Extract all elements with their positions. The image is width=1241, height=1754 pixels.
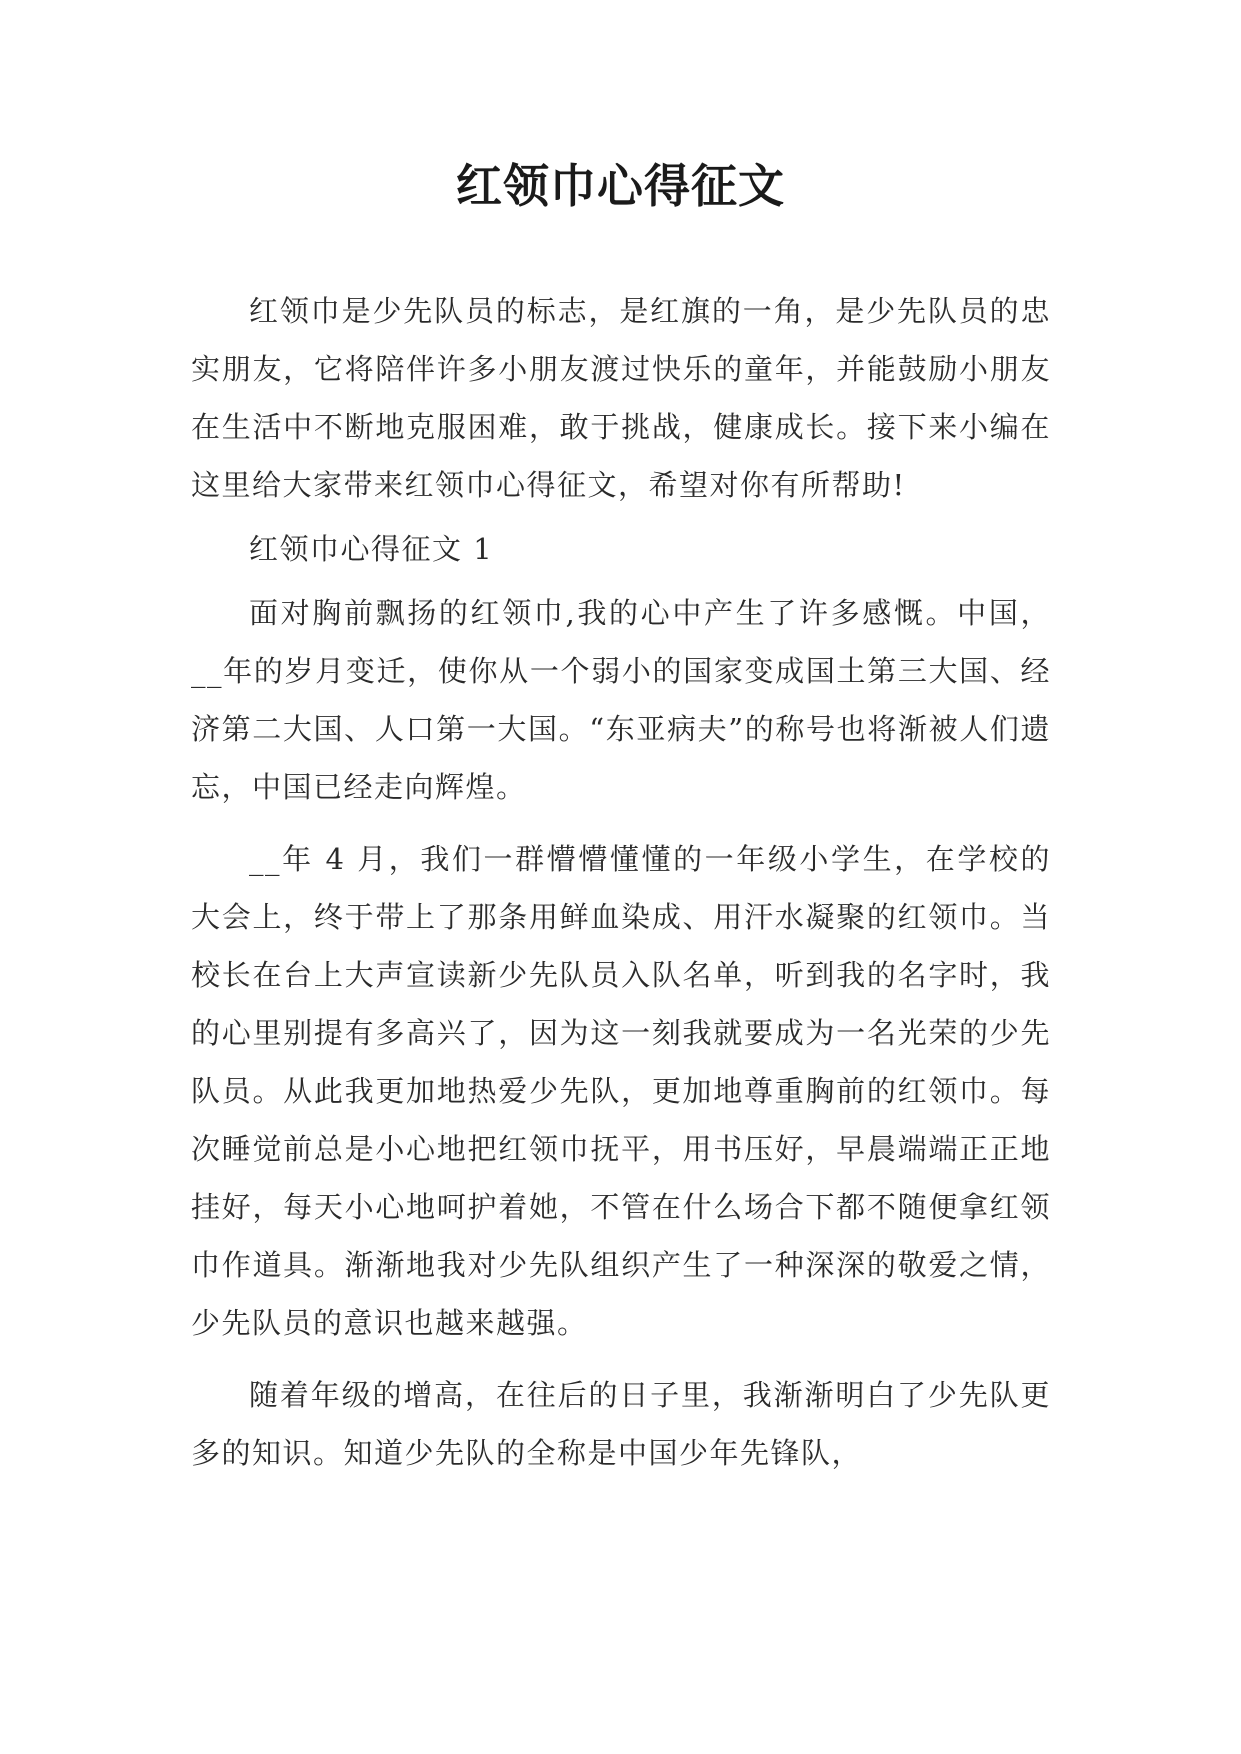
- document-title: 红领巾心得征文: [456, 159, 785, 213]
- body-paragraph: __年 4 月，我们一群懵懵懂懂的一年级小学生，在学校的大会上，终于带上了那条用鲜血染成、用汗水凝聚的红领巾。当校长在台上大声宣读新少先队员入队名单，听到我的名字时，我的心里别提有多高兴了，因为这一刻我就要成为一名光荣的少先队员。从此我更加地热爱少先队，更加地尊重胸前的红领巾。每次睡觉前总是小心地把红领巾抚平，用书压好，早晨端端正正地挂好，每天小心地呵护着她，不管在什么场合下都不随便拿红领巾作道具。渐渐地我对少先队组织产生了一种深深的敬爱之情，少先队员的意识也越来越强。: [191, 842, 1051, 1340]
- section-heading: 红领巾心得征文 1: [249, 532, 494, 566]
- intro-paragraph: 红领巾是少先队员的标志，是红旗的一角，是少先队员的忠实朋友，它将陪伴许多小朋友渡过快乐的童年，并能鼓励小朋友在生活中不断地克服困难，敢于挑战，健康成长。接下来小编在这里给大家带来红领巾心得征文，希望对你有所帮助!: [191, 294, 1051, 502]
- body-paragraph: 面对胸前飘扬的红领巾,我的心中产生了许多感慨。中国，__年的岁月变迁，使你从一个弱小的国家变成国土第三大国、经济第二大国、人口第一大国。“东亚病夫”的称号也将渐被人们遗忘，中国已经走向辉煌。: [191, 596, 1051, 804]
- body-paragraph: 随着年级的增高，在往后的日子里，我渐渐明白了少先队更多的知识。知道少先队的全称是中国少年先锋队，: [191, 1378, 1051, 1470]
- document-body: [191, 282, 1051, 1488]
